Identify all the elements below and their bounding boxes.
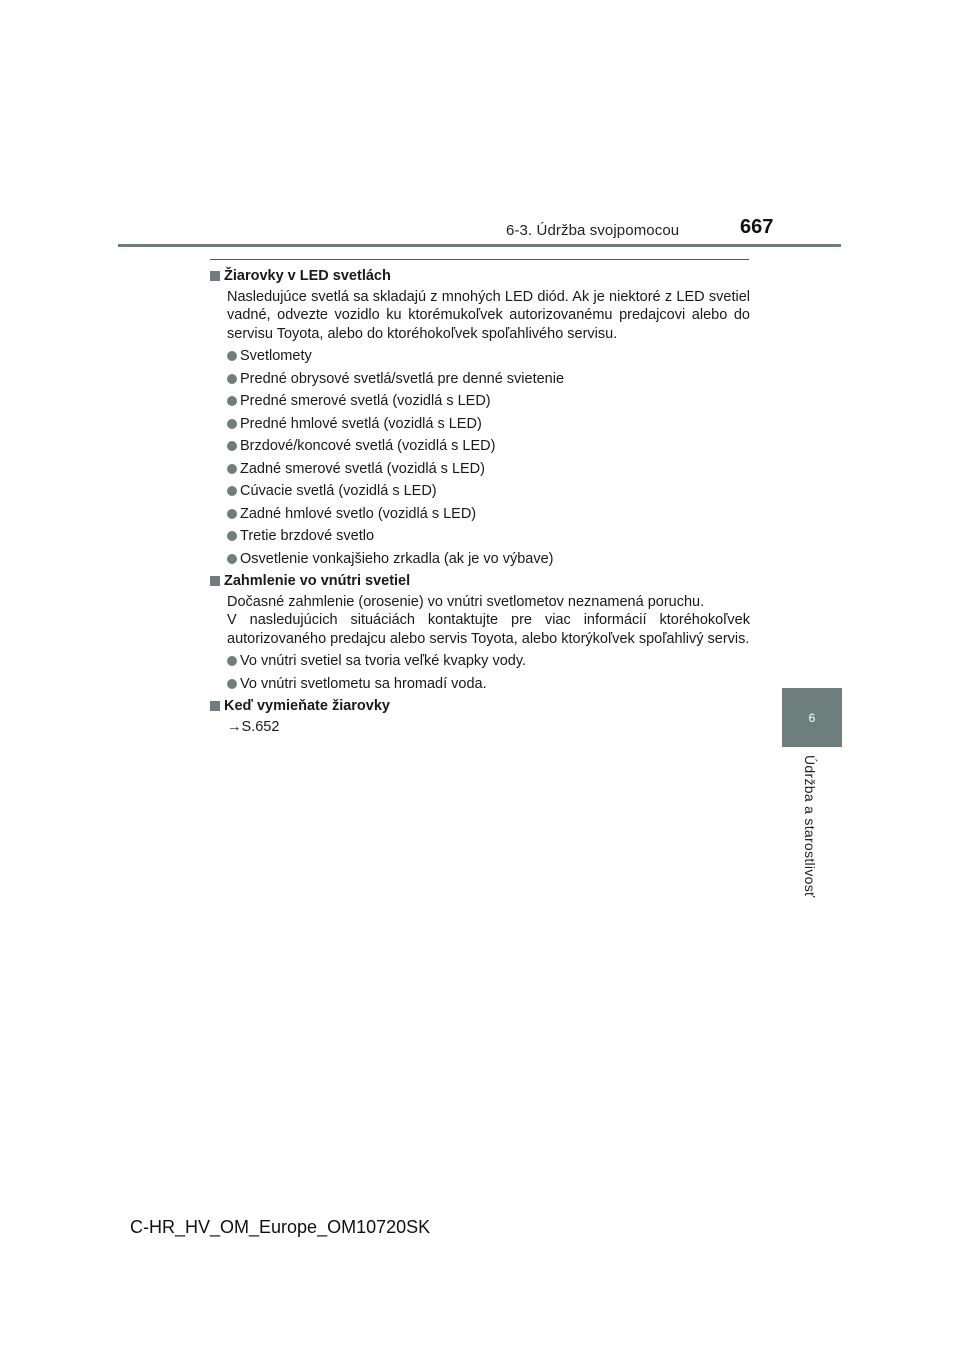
list-item-text: Vo vnútri svetiel sa tvoria veľké kvapky vody. <box>240 653 527 669</box>
circle-bullet-icon <box>227 679 237 689</box>
list-item-text: Tretie brzdové svetlo <box>240 528 375 544</box>
list-item <box>227 652 750 671</box>
circle-bullet-icon <box>227 396 237 406</box>
list-item-text: Osvetlenie vonkajšieho zrkadla (ak je vo výbave) <box>240 550 554 567</box>
square-bullet-icon <box>210 271 220 281</box>
page-reference-link[interactable]: →S.652 <box>227 718 280 735</box>
list-item <box>227 347 750 366</box>
header-rule <box>118 244 841 247</box>
bullet-list <box>227 347 750 568</box>
paragraph: Dočasné zahmlenie (orosenie) vo vnútri svetlometov neznamená poruchu. <box>227 593 705 610</box>
circle-bullet-icon <box>227 374 237 384</box>
section-heading <box>210 697 750 716</box>
section-heading-text: Žiarovky v LED svetlách <box>224 268 391 284</box>
list-item-text: Vo vnútri svetlometu sa hromadí voda. <box>240 675 487 692</box>
paragraph: V nasledujúcich situáciách kontaktujte pre viac informácií ktoréhokoľvek autorizovaného predajcu alebo servis Toyota, alebo ktorýkoľvek spoľahlivý servis. <box>227 612 750 647</box>
list-item-text: Cúvacie svetlá (vozidlá s LED) <box>240 483 437 499</box>
section-heading <box>210 572 750 591</box>
list-item-text: Svetlomety <box>240 348 312 364</box>
list-item <box>227 527 750 546</box>
list-item-text: Zadné hmlové svetlo (vozidlá s LED) <box>240 505 477 522</box>
chapter-title: Údržba a starostlivosť <box>802 755 818 898</box>
circle-bullet-icon <box>227 531 237 541</box>
footer-document-code: C-HR_HV_OM_Europe_OM10720SK <box>130 1217 431 1237</box>
list-item <box>227 460 750 479</box>
circle-bullet-icon <box>227 486 237 496</box>
circle-bullet-icon <box>227 441 237 451</box>
section-fogging <box>210 572 750 693</box>
list-item-text: Predné hmlové svetlá (vozidlá s LED) <box>240 415 482 432</box>
list-item-text: Brzdové/koncové svetlá (vozidlá s LED) <box>240 438 496 454</box>
circle-bullet-icon <box>227 554 237 564</box>
paragraph: Nasledujúce svetlá sa skladajú z mnohých LED diód. Ak je niektoré z LED svetiel vadné, odvezte vozidlo ku ktorémukoľvek autorizovanému predajcovi alebo do servisu Toyota, alebo do ktoréhokoľvek spoľahlivého servisu. <box>227 288 750 342</box>
section-heading-text: Zahmlenie vo vnútri svetiel <box>224 573 411 589</box>
content <box>210 267 750 740</box>
list-item <box>227 482 750 501</box>
circle-bullet-icon <box>227 464 237 474</box>
chapter-number: 6 <box>808 710 816 725</box>
chapter-tab <box>782 688 842 747</box>
list-item <box>227 437 750 456</box>
square-bullet-icon <box>210 701 220 711</box>
content-rule <box>210 259 749 260</box>
section-replacing-bulbs <box>210 697 750 736</box>
header-section-title: 6-3. Údržba svojpomocou <box>506 222 680 239</box>
list-item <box>227 550 750 569</box>
section-heading-text: Keď vymieňate žiarovky <box>224 698 390 714</box>
list-item-text: Zadné smerové svetlá (vozidlá s LED) <box>240 460 485 477</box>
section-led-bulbs <box>210 267 750 568</box>
list-item-text: Predné smerové svetlá (vozidlá s LED) <box>240 393 491 409</box>
list-item <box>227 415 750 434</box>
section-heading <box>210 267 750 286</box>
list-item-text: Predné obrysové svetlá/svetlá pre denné svietenie <box>240 370 565 387</box>
list-item <box>227 370 750 389</box>
circle-bullet-icon <box>227 656 237 666</box>
circle-bullet-icon <box>227 351 237 361</box>
list-item <box>227 392 750 411</box>
list-item <box>227 505 750 524</box>
square-bullet-icon <box>210 576 220 586</box>
bullet-list <box>227 652 750 693</box>
circle-bullet-icon <box>227 509 237 519</box>
list-item <box>227 675 750 694</box>
circle-bullet-icon <box>227 419 237 429</box>
page-number: 667 <box>740 216 774 238</box>
